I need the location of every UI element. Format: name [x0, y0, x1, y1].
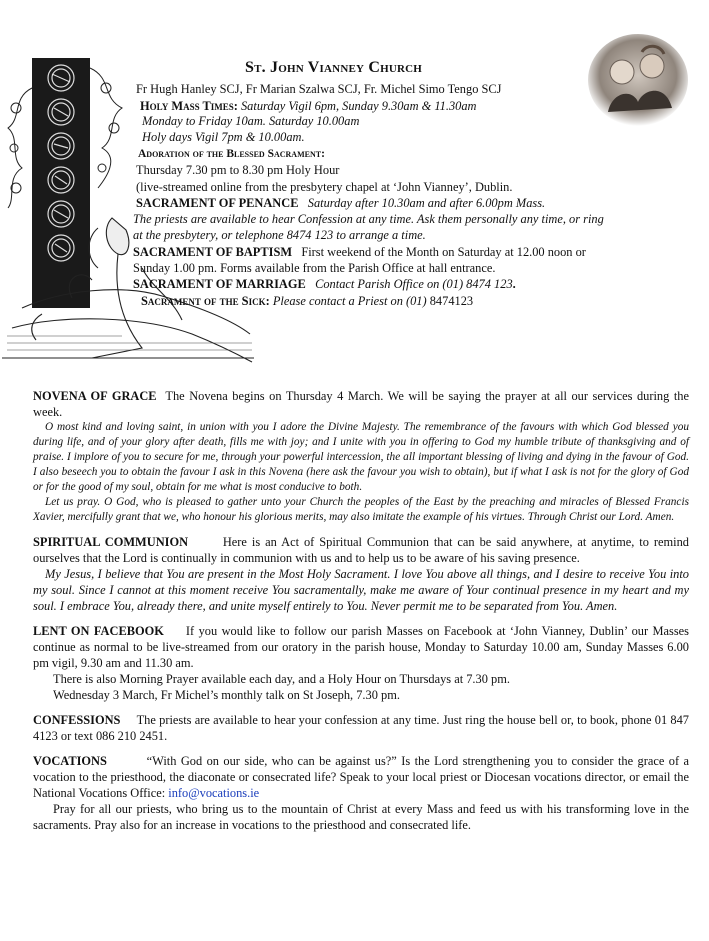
- mass-times-label: Holy Mass Times:: [140, 99, 238, 113]
- vocations-heading: VOCATIONS: [33, 754, 107, 768]
- communion-intro: SPIRITUAL COMMUNION Here is an Act of Spiritual Communion that can be said anywhere, at anytime, to remind ourselves that the Lord is continually in communion with us and to help us to be aware of his saving presence.: [33, 535, 689, 565]
- baptism-text-2: Sunday 1.00 pm. Forms available from the Parish Office at hall entrance.: [133, 261, 496, 275]
- penance-label: SACRAMENT OF PENANCE: [136, 196, 299, 210]
- portrait-image: [586, 32, 690, 128]
- baptism-line: SACRAMENT OF BAPTISM First weekend of the Month on Saturday at 12.00 noon or: [133, 245, 586, 259]
- church-title: St. John Vianney Church: [245, 59, 423, 76]
- novena-prayer: O most kind and loving saint, in union with you I adore the Divine Majesty. The remembrance of the favours with which God blessed you during life, and of your glory after death, fills me with joy; and I unite with you in offering to God my humble tribute of thanksgiving and of praise. I implore of you to secure for me, through your powerful intercession, the all important blessing of living and dying in the favour of God. I also beseech you to obtain the favour I ask in this Novena (here ask the favour you wish to obtain), but if what I ask is not for the glory of God or for the good of my soul, obtain for me what is most conducive to both.: [33, 421, 689, 493]
- communion-prayer: My Jesus, I believe that You are present in the Most Holy Sacrament. I love You above all things, and I desire to receive You into my soul. Since I cannot at this moment receive You sacramentally, make me aware of Your continual presence in my heart and my soul. I embrace You, already there, and unite myself entirely to You. Never permit me to be separated from You. Amen.: [33, 567, 689, 613]
- adoration-line-2: (live-streamed online from the presbytery chapel at ‘John Vianney’, Dublin.: [136, 180, 513, 194]
- marriage-label: SACRAMENT OF MARRIAGE: [133, 277, 306, 291]
- facebook-intro: LENT ON FACEBOOK If you would like to follow our parish Masses on Facebook at ‘John Vianney, Dublin’ our Masses continue as normal to be live-streamed from our oratory in the parish house, Monday to Saturday 10.00 am, Sunday Masses 6.00 pm vigil, 9.30 am and 11.30 am.: [33, 624, 689, 670]
- penance-line: SACRAMENT OF PENANCE Saturday after 10.30am and after 6.00pm Mass.: [136, 196, 546, 210]
- marriage-line: SACRAMENT OF MARRIAGE Contact Parish Office on (01) 8474 123.: [133, 277, 516, 291]
- penance-text-1: The priests are available to hear Confession at any time. Ask them personally any time, or ring: [133, 212, 604, 226]
- vocations-email-link[interactable]: info@vocations.ie: [168, 786, 260, 800]
- mass-times-line: Holy Mass Times: Saturday Vigil 6pm, Sunday 9.30am & 11.30am: [140, 99, 477, 113]
- confessions-section: [33, 712, 689, 744]
- penance-text-2: at the presbytery, or telephone 8474 123 to arrange a time.: [133, 228, 426, 242]
- vocations-text: VOCATIONS “With God on our side, who can be against us?” Is the Lord strengthening you to consider the grace of a vocation to the priesthood, the diaconate or consecrated life? Speak to your local priest or Diocesan vocations director, or email the National Vocations Office: info@vocations.ie: [33, 754, 689, 800]
- adoration-line-1: Thursday 7.30 pm to 8.30 pm Holy Hour: [136, 163, 340, 177]
- communion-heading: SPIRITUAL COMMUNION: [33, 535, 189, 549]
- novena-heading: NOVENA OF GRACE: [33, 389, 157, 403]
- facebook-section: [33, 623, 689, 703]
- communion-section: [33, 534, 689, 614]
- confessions-heading: CONFESSIONS: [33, 713, 121, 727]
- facebook-line-2: There is also Morning Prayer available each day, and a Holy Hour on Thursdays at 7.30 pm.: [53, 672, 510, 686]
- novena-closing: Let us pray. O God, who is pleased to gather unto your Church the peoples of the East by the preaching and miracles of Blessed Francis Xavier, mercifully grant that we, who honour his glorious merits, may also imitate the example of his virtues. Through Christ our Lord. Amen.: [33, 496, 689, 523]
- novena-section: [33, 388, 689, 525]
- priests-line: Fr Hugh Hanley SCJ, Fr Marian Szalwa SCJ, Fr. Michel Simo Tengo SCJ: [136, 82, 502, 96]
- vocations-section: [33, 753, 689, 833]
- mass-times-holyday: Holy days Vigil 7pm & 10.00am.: [142, 130, 305, 144]
- facebook-heading: LENT ON FACEBOOK: [33, 624, 164, 638]
- sick-label: Sacrament of the Sick:: [141, 294, 270, 308]
- bulletin-body: [33, 388, 689, 842]
- confessions-text: CONFESSIONS The priests are available to hear your confession at any time. Just ring the house bell or, to book, phone 01 847 4123 or text 086 210 2451.: [33, 713, 690, 743]
- baptism-label: SACRAMENT OF BAPTISM: [133, 245, 293, 259]
- adoration-label: Adoration of the Blessed Sacrament:: [138, 148, 325, 160]
- vocations-prayer: Pray for all our priests, who bring us to the mountain of Christ at every Mass and feed us with his transforming love in the sacraments. Pray also for an increase in vocations to the priesthood and consecrated life.: [33, 802, 689, 832]
- novena-intro: NOVENA OF GRACE The Novena begins on Thursday 4 March. We will be saying the prayer at all our services during the week.: [33, 389, 689, 419]
- mass-times-weekday: Monday to Friday 10am. Saturday 10.00am: [142, 114, 360, 128]
- sick-line: Sacrament of the Sick: Please contact a Priest on (01) 8474123: [141, 294, 474, 308]
- facebook-line-3: Wednesday 3 March, Fr Michel’s monthly talk on St Joseph, 7.30 pm.: [53, 688, 400, 702]
